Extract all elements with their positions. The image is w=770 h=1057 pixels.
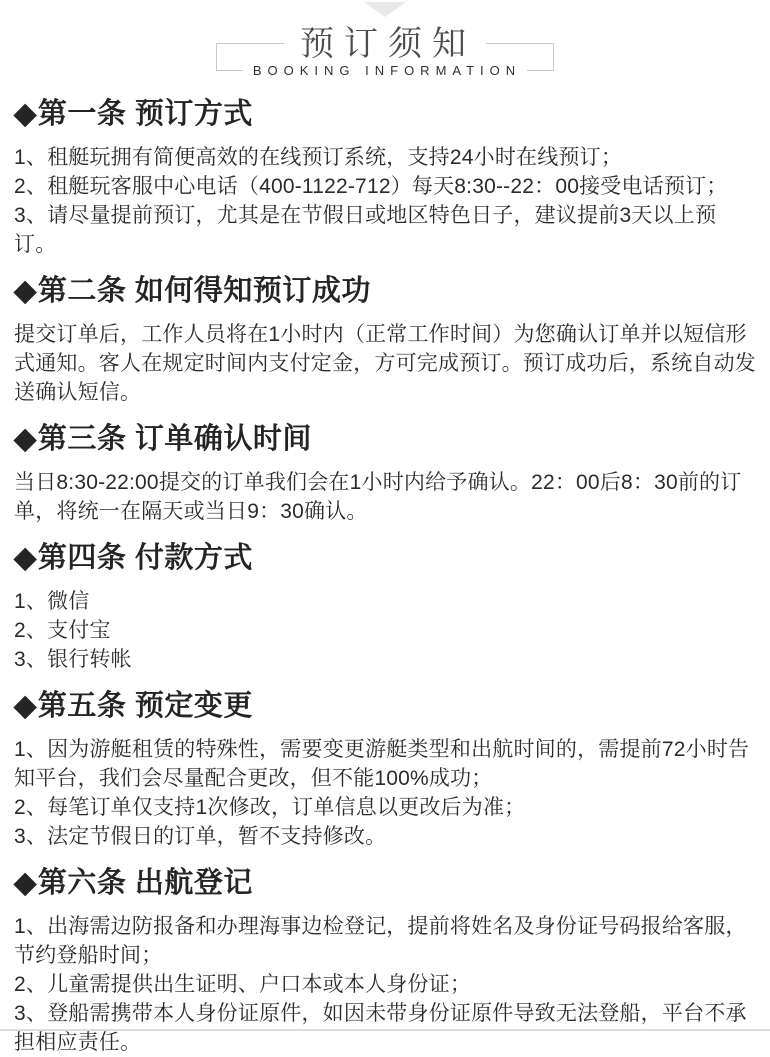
section-text-line: 3、银行转帐	[14, 648, 132, 671]
section-heading-text: 第四条 付款方式	[37, 542, 253, 574]
page-title: 预订须知	[284, 26, 486, 62]
section-heading	[14, 689, 756, 723]
section-heading	[14, 866, 756, 900]
section-text-line: 提交订单后，工作人员将在1小时内（正常工作时间）为您确认订单并以短信形式通知。客人在规定时间内支付定金，方可完成预订。预订成功后，系统自动发送确认短信。	[14, 323, 756, 404]
section-heading-text: 第一条 预订方式	[37, 98, 253, 130]
section-heading-text: 第六条 出航登记	[37, 867, 253, 899]
section-2	[14, 274, 756, 407]
title-frame	[216, 25, 554, 78]
section-text-line: 1、微信	[14, 590, 90, 613]
collapse-arrow-icon	[364, 2, 406, 17]
section-1	[14, 97, 756, 259]
section-text-line: 2、每笔订单仅支持1次修改，订单信息以更改后为准；	[14, 796, 526, 819]
section-text-line: 3、登船需携带本人身份证原件，如因未带身份证原件导致无法登船，平台不承担相应责任。	[14, 1002, 747, 1054]
section-heading	[14, 97, 756, 131]
page-header	[0, 25, 770, 78]
diamond-bullet-icon: ◆	[14, 542, 37, 574]
section-text-line: 1、因为游艇租赁的特殊性，需要变更游艇类型和出航时间的，需提前72小时告知平台，我们会尽量配合更改，但不能100%成功；	[14, 738, 750, 790]
section-4	[14, 541, 756, 674]
diamond-bullet-icon: ◆	[14, 867, 37, 899]
section-5	[14, 689, 756, 851]
diamond-bullet-icon: ◆	[14, 275, 37, 307]
section-3	[14, 422, 756, 526]
section-heading-text: 第三条 订单确认时间	[37, 423, 312, 455]
section-text-line: 2、儿童需提供出生证明、户口本或本人身份证；	[14, 973, 472, 996]
page-subtitle: BOOKING INFORMATION	[243, 63, 527, 78]
section-heading	[14, 541, 756, 575]
section-text-line: 3、法定节假日的订单，暂不支持修改。	[14, 825, 387, 848]
diamond-bullet-icon: ◆	[14, 690, 37, 722]
section-heading	[14, 274, 756, 308]
section-heading-text: 第二条 如何得知预订成功	[37, 275, 371, 307]
section-text-line: 3、请尽量提前预订，尤其是在节假日或地区特色日子，建议提前3天以上预订。	[14, 204, 717, 256]
diamond-bullet-icon: ◆	[14, 423, 37, 455]
section-text-line: 1、租艇玩拥有简便高效的在线预订系统，支持24小时在线预订；	[14, 146, 623, 169]
diamond-bullet-icon: ◆	[14, 98, 37, 130]
section-text-line: 2、支付宝	[14, 619, 111, 642]
section-text-line: 2、租艇玩客服中心电话（400-1122-712）每天8:30--22：00接受电话预订；	[14, 175, 728, 198]
section-text-line: 当日8:30-22:00提交的订单我们会在1小时内给予确认。22：00后8：30前的订单，将统一在隔天或当日9：30确认。	[14, 471, 742, 523]
section-text-line: 1、出海需边防报备和办理海事边检登记，提前将姓名及身份证号码报给客服，节约登船时间；	[14, 915, 747, 967]
section-heading	[14, 422, 756, 456]
section-heading-text: 第五条 预定变更	[37, 690, 253, 722]
sections-container	[0, 97, 770, 1057]
